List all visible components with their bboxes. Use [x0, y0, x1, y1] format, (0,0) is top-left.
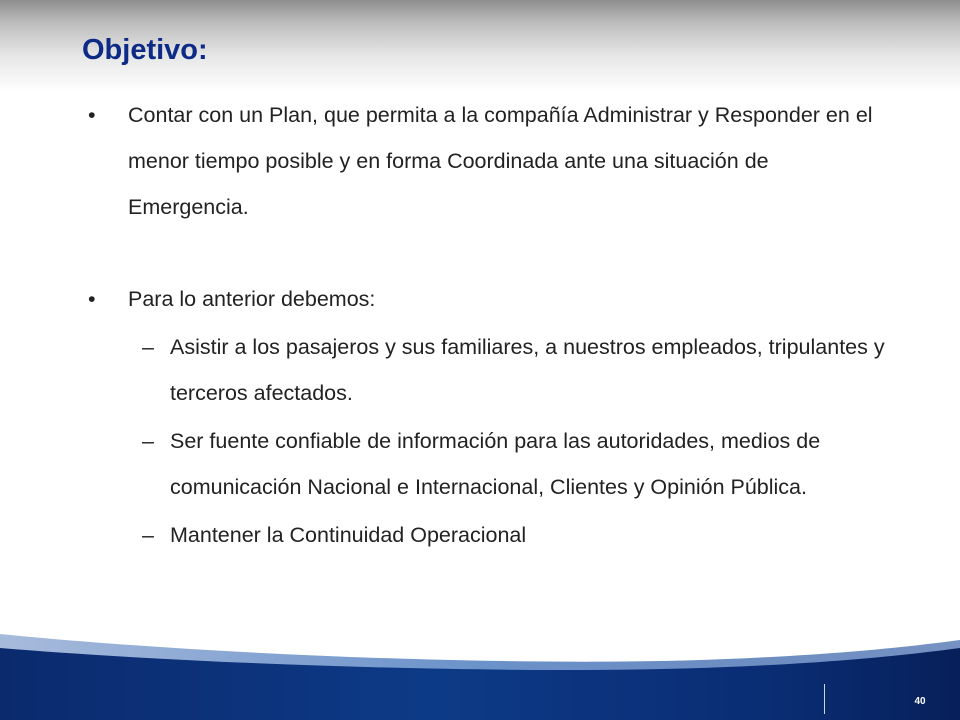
page-number: 40	[914, 696, 926, 707]
bullet-marker: •	[88, 103, 96, 127]
sub-bullet-item	[86, 324, 886, 416]
footer-divider	[824, 684, 825, 714]
footer-wave-band	[0, 626, 960, 720]
slide-title: Objetivo:	[82, 34, 208, 66]
sub-bullet-text: Asistir a los pasajeros y sus familiares, a nuestros empleados, tripulantes y terceros afectados.	[170, 335, 885, 405]
sub-bullet-text: Mantener la Continuidad Operacional	[170, 523, 527, 547]
dash-marker: –	[142, 429, 154, 453]
bullet-marker: •	[88, 287, 96, 311]
dash-marker: –	[142, 335, 154, 359]
bullet-text: Contar con un Plan, que permita a la compañía Administrar y Responder en el menor tiempo posible y en forma Coordinada ante una situación de Emergencia.	[128, 103, 873, 219]
slide-content	[86, 92, 886, 558]
bullet-text: Para lo anterior debemos:	[128, 287, 376, 311]
dash-marker: –	[142, 523, 154, 547]
bullet-item	[86, 92, 886, 230]
bullet-item	[86, 276, 886, 322]
sub-bullet-text: Ser fuente confiable de información para las autoridades, medios de comunicación Nacional e Internacional, Clientes y Opinión Pública.	[170, 429, 821, 499]
sub-bullet-item	[86, 418, 886, 510]
sub-bullet-item	[86, 512, 886, 558]
